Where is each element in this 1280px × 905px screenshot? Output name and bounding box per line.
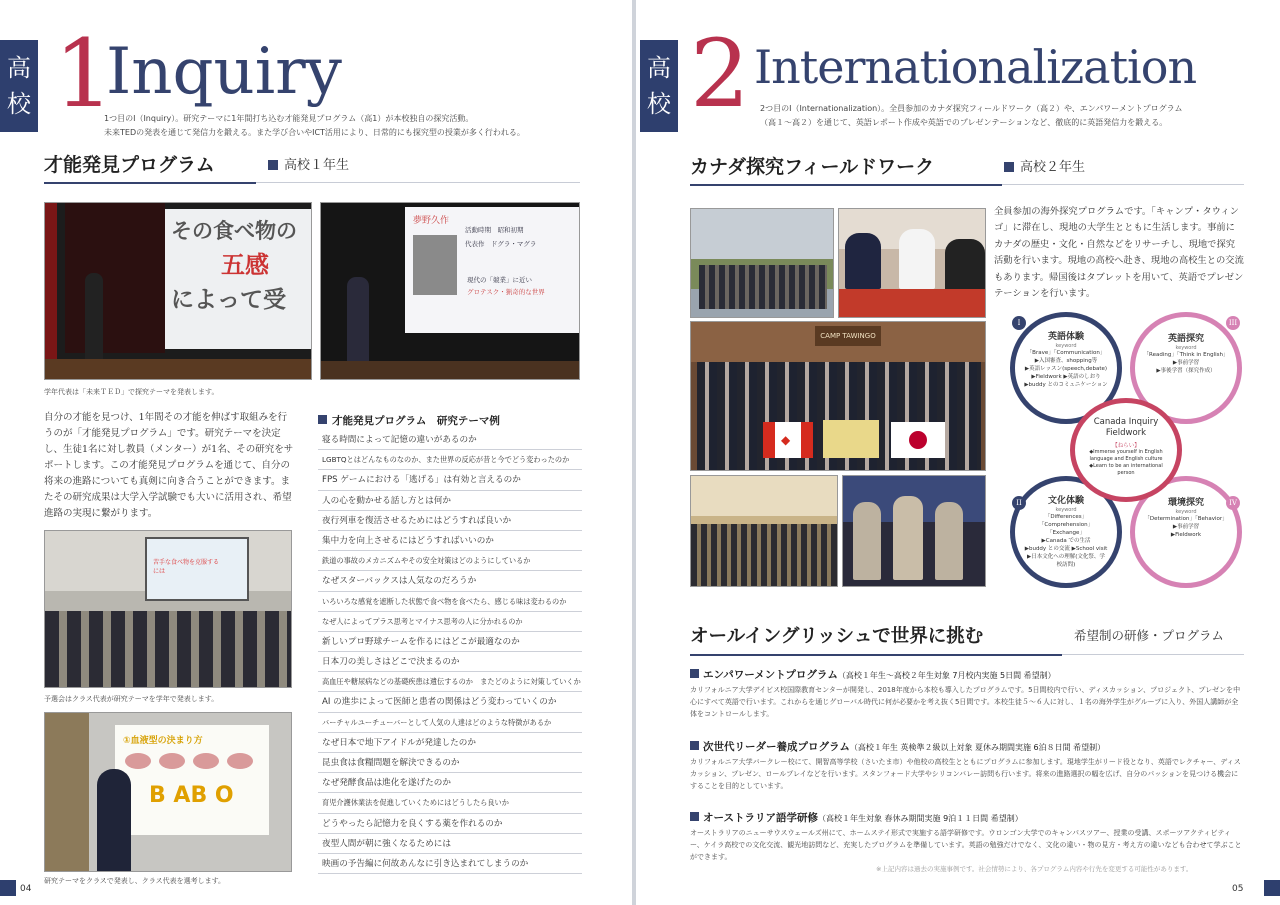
classroom-screen: 苦手な食べ物を克服するには xyxy=(145,537,249,601)
square-bullet-icon xyxy=(690,812,699,821)
topic-item: 夜行列車を復活させるためにはどうすれば良いか xyxy=(318,511,582,531)
topic-item: 寝る時間によって記憶の違いがあるのか xyxy=(318,430,582,450)
presenter-figure xyxy=(347,277,369,365)
topic-item: 育児介護休業法を促進していくためにはどうしたら良いか xyxy=(318,793,582,813)
page-corner-marker xyxy=(1264,880,1280,896)
square-bullet-icon xyxy=(690,741,699,750)
square-bullet-icon xyxy=(318,415,327,424)
high-school-badge: 高校 xyxy=(0,40,38,132)
intro-line: （高１～高２）を通じて、英語レポート作成や英語でのプレゼンテーションなど、徹底的に英語発信力を鍛える。 xyxy=(760,118,1168,127)
canada-flag: ◆ xyxy=(763,422,813,458)
section-rule xyxy=(690,184,1002,186)
photo-caption: 研究テーマをクラスで発表し、クラス代表を選考します。 xyxy=(44,877,226,885)
portrait-image xyxy=(413,235,457,295)
slide-screen: 夢野久作 活動時期 昭和初期 代表作 ドグラ・マグラ 現代の「競業」に近い グロテスク・猟奇的な世界 xyxy=(405,207,580,333)
intro-text xyxy=(760,102,1272,130)
square-bullet-icon xyxy=(268,160,278,170)
section-title: 才能発見プログラム xyxy=(44,154,215,176)
disclaimer-note: ※上記内容は過去の実施事例です。社会情勢により、各プログラム内容や行先を変更する可能性があります。 xyxy=(876,865,1193,873)
section-title: オールイングリッシュで世界に挑む xyxy=(690,626,984,647)
high-school-badge: 高校 xyxy=(640,40,678,132)
section-rule-thin xyxy=(1062,654,1244,655)
canada-inquiry-diagram xyxy=(1008,310,1244,588)
photo-discussion xyxy=(838,208,986,318)
ring-center: Canada Inquiry Fieldwork 【ねらい】 ◆Immerse yourself in English language and English culture ◆Learn to be an international person xyxy=(1070,398,1182,502)
ring-number-badge: III xyxy=(1226,316,1240,330)
topic-item: 映画の予告編に何故あんなに引き込まれてしまうのか xyxy=(318,854,582,874)
section-number: 2 xyxy=(690,20,750,129)
canada-description: 全員参加の海外探究プログラムです。「キャンプ・タウィンゴ」に滞在し、現地の大学生とともに生活します。事前にカナダの歴史・文化・自然などをリサーチし、現地で探究活動を行います。現地の高校へ赴き、現地の高校生との交流もあります。帰国後はタブレットを用いて、英語でプレゼンテーションを行います。 xyxy=(994,206,1244,300)
right-page xyxy=(636,0,1280,905)
page-corner-marker xyxy=(0,880,16,896)
section-tag: 希望制の研修・プログラム xyxy=(1074,628,1224,643)
presenter-figure xyxy=(97,769,131,872)
program-title: オーストラリア語学研修（高校１年生対象 春休み期間実施 9泊１１日間 希望制） xyxy=(690,810,1023,825)
school-flag xyxy=(823,420,879,458)
whiteboard-slide: ①血液型の決まり方 B AB O xyxy=(115,725,269,835)
photo-classroom-presentation xyxy=(44,530,292,688)
page-title: Internationalization xyxy=(754,40,1197,94)
topics-list xyxy=(318,430,582,874)
topic-item: いろいろな感覚を遮断した状態で食べ物を食べたら、感じる味は変わるのか xyxy=(318,592,582,612)
topic-item: 高血圧や糖尿病などの基礎疾患は遺伝するのか またどのように対策していくか xyxy=(318,672,582,692)
photo-group-outdoor xyxy=(690,208,834,318)
intro-line: 2つ目のI（Internationalization）。全員参加のカナダ探究フィールドワーク（高２）や、エンパワーメントプログラム xyxy=(760,104,1183,113)
intro-line: 未来TEDの発表を通じて発信力を鍛える。また学び合いやICT活用により、日常的にも探究型の授業が多く行われる。 xyxy=(104,128,525,137)
topic-item: FPS ゲームにおける「逃げる」は有効と言えるのか xyxy=(318,470,582,490)
section-rule-thin xyxy=(1002,184,1244,185)
ring-english-inquiry: 英語探究 keyword 「Reading」「Think in English」 ▶事前学習 ▶事後学習（探究作成） xyxy=(1130,312,1242,424)
topic-item: なぜスターバックスは人気なのだろうか xyxy=(318,571,582,591)
topic-item: 人の心を動かせる話し方とは何か xyxy=(318,491,582,511)
page-title: Inquiry xyxy=(106,35,342,109)
ring-number-badge: II xyxy=(1012,496,1026,510)
camp-sign: CAMP TAWINGO xyxy=(815,326,881,346)
square-bullet-icon xyxy=(690,669,699,678)
ring-culture-experience: 文化体験 keyword 「Differences」「Comprehension」「Exchange」 ▶Canada での生活 ▶buddy との交流 ▶School visit ▶日本文化への理解(文化祭、学校訪問) xyxy=(1010,476,1122,588)
photo-ted-presentation xyxy=(44,202,312,380)
program-title: エンパワーメントプログラム（高校１年生～高校２年生対象 7月校内実施 5日間 希望制） xyxy=(690,667,1056,682)
topic-item: AI の進歩によって医師と患者の関係はどう変わっていくのか xyxy=(318,692,582,712)
intro-text xyxy=(104,112,624,140)
topic-item: 集中力を向上させるにはどうすればいいのか xyxy=(318,531,582,551)
ring-number-badge: I xyxy=(1012,316,1026,330)
photo-blood-type-presentation xyxy=(44,712,292,872)
topic-item: 新しいプロ野球チームを作るにはどこが最適なのか xyxy=(318,632,582,652)
section-title: カナダ探究フィールドワーク xyxy=(690,156,935,178)
photo-caption: 予選会はクラス代表が研究テーマを学年で発表します。 xyxy=(44,695,219,703)
section-rule xyxy=(44,182,256,184)
section-rule xyxy=(690,654,1062,656)
topic-item: 昆虫食は食糧問題を解決できるのか xyxy=(318,753,582,773)
section-number: 1 xyxy=(54,20,114,129)
topics-title: 才能発見プログラム 研究テーマ例 xyxy=(318,413,500,428)
page-number: 05 xyxy=(1232,884,1244,894)
topic-item: 夜型人間が朝に強くなるためには xyxy=(318,834,582,854)
japan-flag xyxy=(891,422,945,458)
square-bullet-icon xyxy=(1004,162,1014,172)
topic-item: なぜ発酵食品は進化を遂げたのか xyxy=(318,773,582,793)
photo-stage-slide xyxy=(320,202,580,380)
ring-number-badge: IV xyxy=(1226,496,1240,510)
program-description: カリフォルニア大学バークレー校にて、開智高等学校（さいたま市）や他校の高校生とともにプログラムに参加します。現地学生がリード役となり、英語でレクチャー、ディスカッション、プレゼン、ロールプレイなどを行います。スタンフォード大学やシリコンバレー訪問も行います。将来の進路選択の幅を広げ、自分のパッションを見つける機会にすることを目的としています。 xyxy=(690,758,1241,790)
ring-english-experience: 英語体験 keyword 「Brave」「Communication」 ▶入国審査、shopping等 ▶英語レッスン(speech,debate) ▶Fieldwork ▶英語のしおり ▶buddy とのコミュニケーション xyxy=(1010,312,1122,424)
topic-item: どうやったら記憶力を良くする薬を作れるのか xyxy=(318,814,582,834)
presenter-figure xyxy=(85,273,103,363)
ring-environment-inquiry: 環境探究 keyword 「Determination」「Behavior」 ▶事前学習 ▶Fieldwork xyxy=(1130,476,1242,588)
page-number: 04 xyxy=(20,884,32,894)
topic-item: 日本刀の美しさはどこで決まるのか xyxy=(318,652,582,672)
topic-item: なぜ日本で地下アイドルが発達したのか xyxy=(318,733,582,753)
section-tag: 高校１年生 xyxy=(268,154,349,173)
projection-screen: その食べ物の 五感 によって受 xyxy=(165,209,312,349)
program-title: 次世代リーダー養成プログラム（高校１年生 英検準２級以上対象 夏休み期間実施 6泊８日間 希望制） xyxy=(690,739,1105,754)
topic-item: なぜ人によってプラス思考とマイナス思考の人に分かれるのか xyxy=(318,612,582,632)
program-description: カリフォルニア大学デイビス校国際教育センターが開発し、2018年度から本校も導入したプログラムです。5日間校内で行い、ディスカッション、プロジェクト、プレゼンを中心にすべて英語で行います。これからを通じグローバル時代に何が必要かを考え抜く5日間です。本校生徒５～６人に対し、１名の海外学生がグループに入り、外国人講師が全体をコントロールします。 xyxy=(690,686,1241,718)
topic-item: LGBTQとはどんなものなのか、また世界の反応が昔と今でどう変わったのか xyxy=(318,450,582,470)
photo-caption: 学年代表は「未来ＴＥＤ」で探究テーマを発表します。 xyxy=(44,388,219,396)
photo-dining-hall xyxy=(690,475,838,587)
left-page xyxy=(0,0,632,905)
section-rule-thin xyxy=(256,182,580,183)
topic-item: バーチャルユーチューバーとして人気の人達はどのような特徴があるか xyxy=(318,713,582,733)
photo-camp-group xyxy=(690,321,986,471)
section-tag: 高校２年生 xyxy=(1004,156,1085,175)
program-description: 自分の才能を見つけ、1年間その才能を伸ばす取組みを行うのが「才能発見プログラム」です。研究テーマを決定し、生徒1名に対し教員（メンター）が1名、その研究をサポートします。この才能発見プログラムを通じて、自分の将来の進路についても真剣に向き合うことができます。またその研究成果は大学入学試験でも大いに活用され、希望進路の実現に繋がります。 xyxy=(44,412,294,519)
topic-item: 鉄道の事故のメカニズムやその安全対策はどのようにしているか xyxy=(318,551,582,571)
intro-line: 1つ目のI（Inquiry）。研究テーマに1年間打ち込む才能発見プログラム（高1）が本校独自の探究活動。 xyxy=(104,114,474,123)
photo-performance xyxy=(842,475,986,587)
program-description: オーストラリアのニューサウスウェールズ州にて、ホームステイ形式で実施する語学研修です。ウロンゴン大学でのキャンパスツアー、授業の受講、スポーツアクティビティー、ケイラ高校での文化交流、観光地訪問など、充実したプログラムを準備しています。英語の勉強だけでなく、文化の違い・物の見方・考え方の違いなども合わせて学ぶことができます。 xyxy=(690,829,1242,861)
students-rows xyxy=(45,611,292,688)
